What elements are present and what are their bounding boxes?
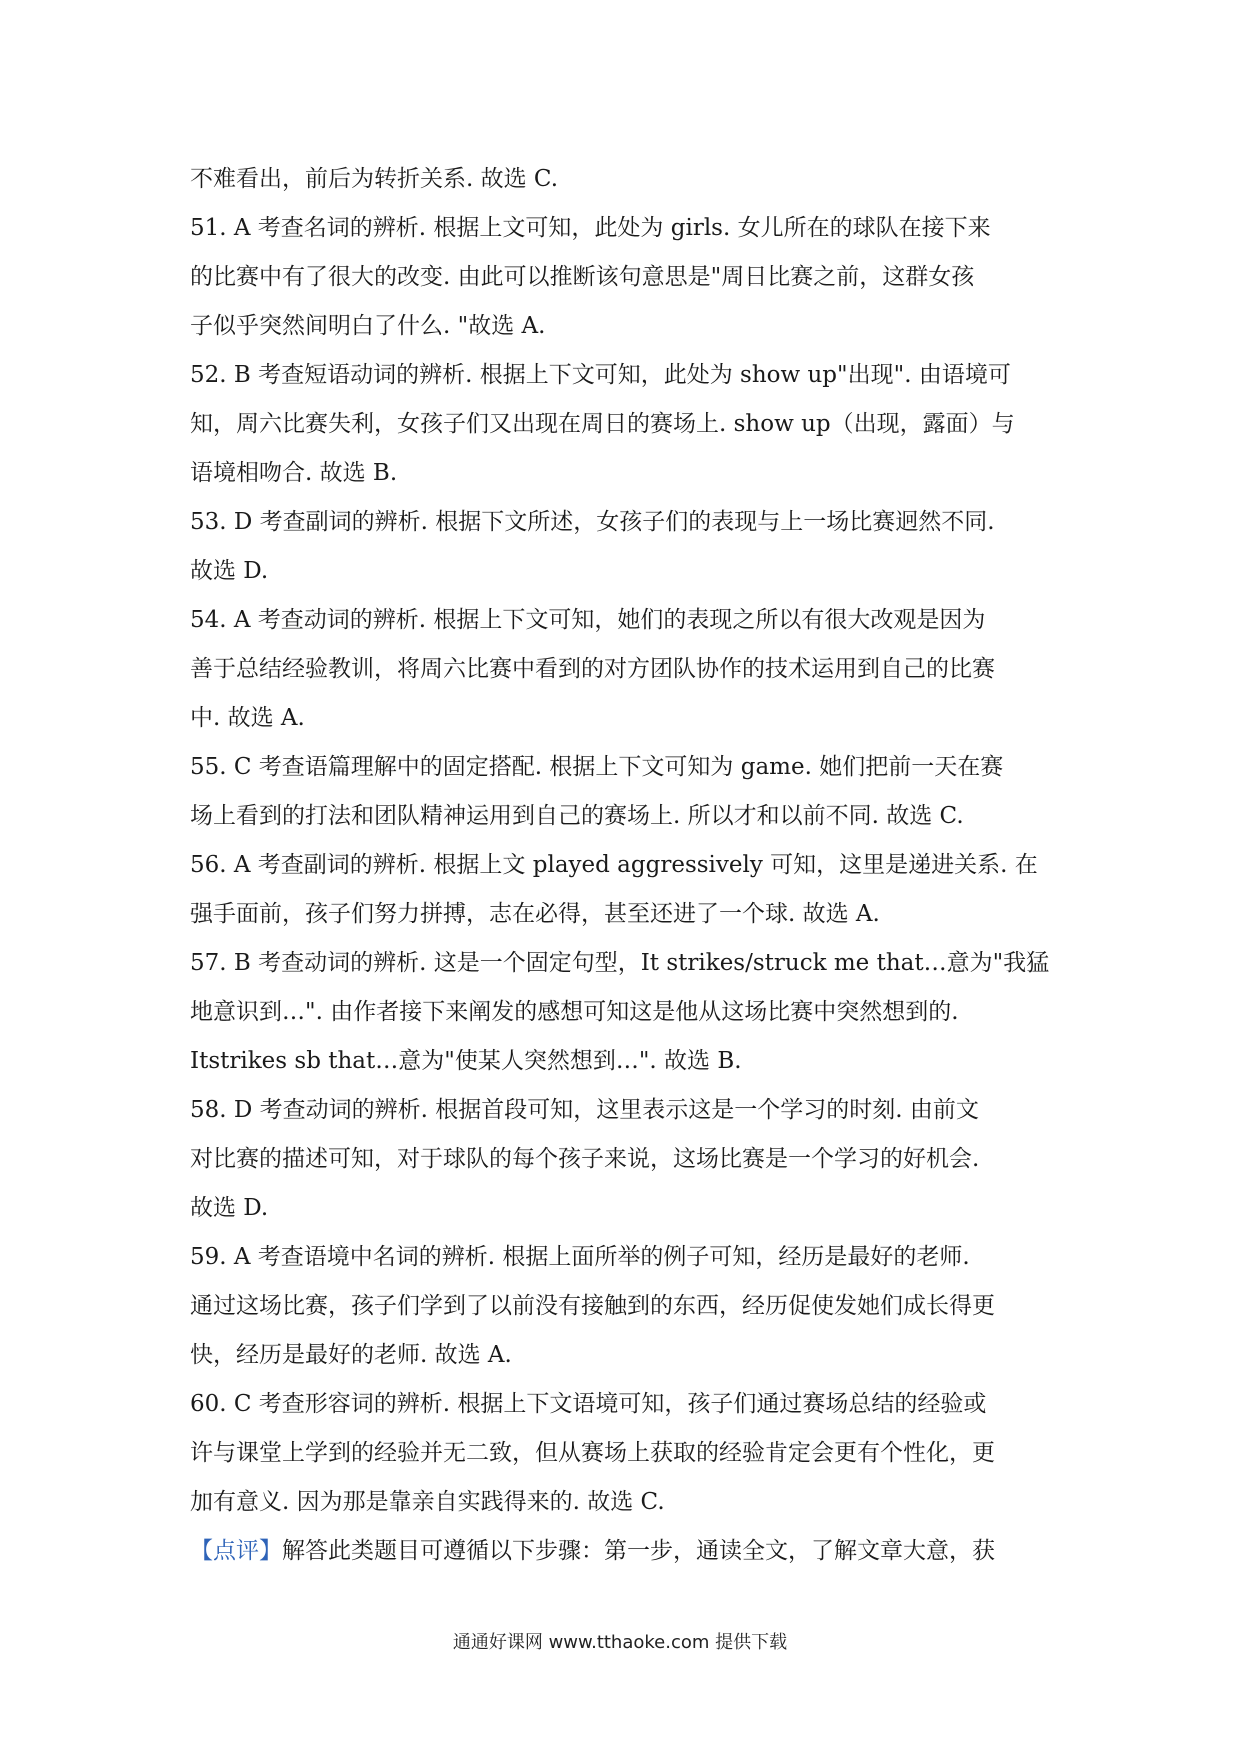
text-line: 强手面前，孩子们努力拼搏，志在必得，甚至还进了一个球. 故选 A.: [190, 901, 880, 927]
text-line: 加有意义. 因为那是靠亲自实践得来的. 故选 C.: [190, 1489, 665, 1515]
text-line: Itstrikes sb that…意为"使某人突然想到…". 故选 B.: [190, 1048, 742, 1074]
text-line: 故选 D.: [190, 558, 269, 584]
text-line: 善于总结经验教训，将周六比赛中看到的对方团队协作的技术运用到自己的比赛: [190, 656, 995, 682]
text-line: 52. B 考查短语动词的辨析. 根据上下文可知，此处为 show up"出现". 由语境可: [190, 362, 1011, 388]
text-line: 对比赛的描述可知，对于球队的每个孩子来说，这场比赛是一个学习的好机会.: [190, 1146, 980, 1172]
text-line: 地意识到…". 由作者接下来阐发的感想可知这是他从这场比赛中突然想到的.: [190, 999, 959, 1025]
text-line: 55. C 考查语篇理解中的固定搭配. 根据上下文可知为 game. 她们把前一天在赛: [190, 754, 1004, 780]
comment-tag: 【点评】: [190, 1538, 282, 1564]
text-line: 语境相吻合. 故选 B.: [190, 460, 398, 486]
text-line: 不难看出，前后为转折关系. 故选 C.: [190, 166, 559, 192]
text-line: 子似乎突然间明白了什么. "故选 A.: [190, 313, 546, 339]
text-line: 快，经历是最好的老师. 故选 A.: [190, 1342, 512, 1368]
text-line: 59. A 考查语境中名词的辨析. 根据上面所举的例子可知，经历是最好的老师.: [190, 1244, 970, 1270]
text-line: 的比赛中有了很大的改变. 由此可以推断该句意思是"周日比赛之前，这群女孩: [190, 264, 975, 290]
text-line: 53. D 考查副词的辨析. 根据下文所述，女孩子们的表现与上一场比赛迥然不同.: [190, 509, 995, 535]
text-line: 51. A 考查名词的辨析. 根据上文可知，此处为 girls. 女儿所在的球队在接下来: [190, 215, 991, 241]
answer-explanations: [190, 155, 1070, 1576]
text-line: 中. 故选 A.: [190, 705, 305, 731]
text-line: 通过这场比赛，孩子们学到了以前没有接触到的东西，经历促使发她们成长得更: [190, 1293, 995, 1319]
text-line: 许与课堂上学到的经验并无二致，但从赛场上获取的经验肯定会更有个性化，更: [190, 1440, 995, 1466]
text-line: 58. D 考查动词的辨析. 根据首段可知，这里表示这是一个学习的时刻. 由前文: [190, 1097, 979, 1123]
text-line: 场上看到的打法和团队精神运用到自己的赛场上. 所以才和以前不同. 故选 C.: [190, 803, 964, 829]
text-line: 57. B 考查动词的辨析. 这是一个固定句型，It strikes/struck me that…意为"我猛: [190, 950, 1050, 976]
text-line: 54. A 考查动词的辨析. 根据上下文可知，她们的表现之所以有很大改观是因为: [190, 607, 986, 633]
text-line: 60. C 考查形容词的辨析. 根据上下文语境可知，孩子们通过赛场总结的经验或: [190, 1391, 987, 1417]
page-footer: 通通好课网 www.tthaoke.com 提供下载: [452, 1632, 788, 1653]
comment-line: [190, 1527, 1070, 1576]
text-line: 故选 D.: [190, 1195, 269, 1221]
text-line: 56. A 考查副词的辨析. 根据上文 played aggressively 可知，这里是递进关系. 在: [190, 852, 1038, 878]
comment-text: 解答此类题目可遵循以下步骤：第一步，通读全文，了解文章大意，获: [282, 1538, 995, 1564]
text-line: 知，周六比赛失利，女孩子们又出现在周日的赛场上. show up（出现，露面）与: [190, 411, 1015, 437]
